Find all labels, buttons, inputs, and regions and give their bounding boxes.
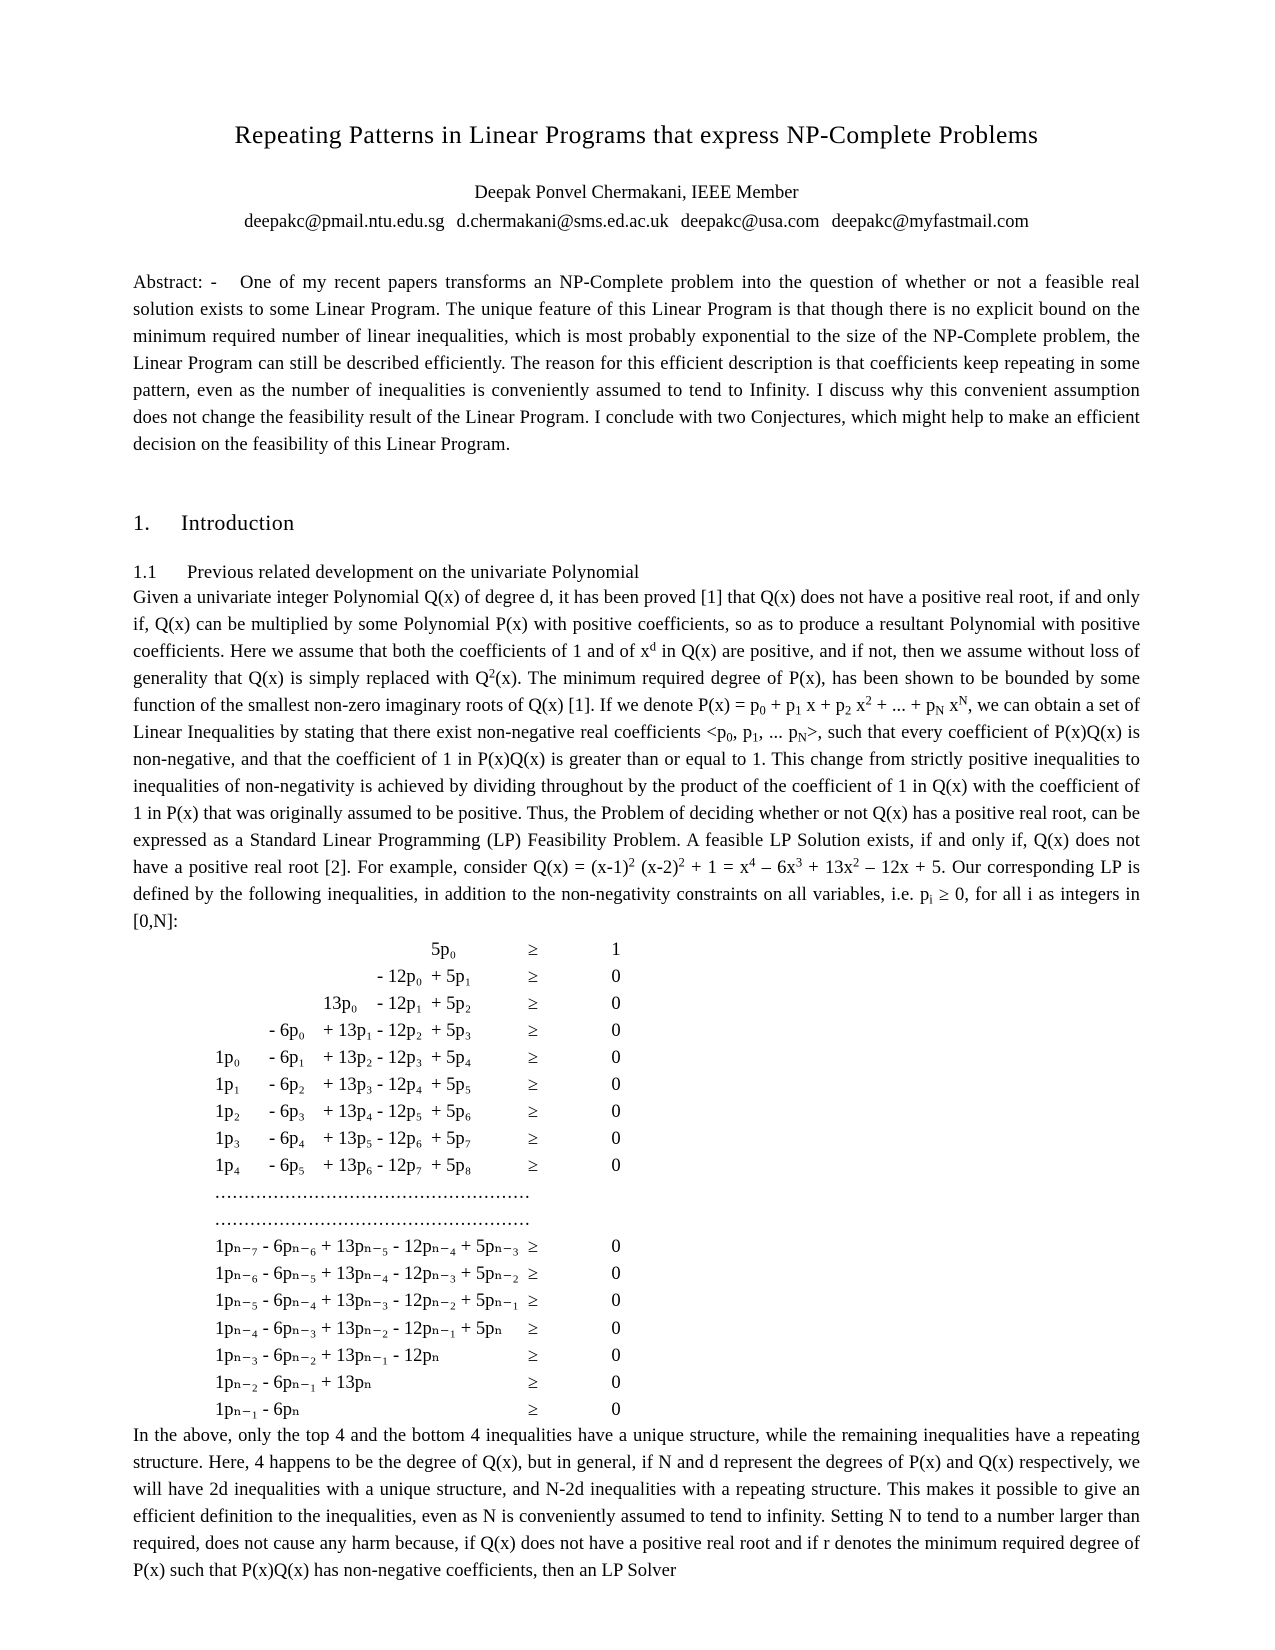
- inequality-term: + 13p₂: [323, 1046, 373, 1068]
- inequality-row: [133, 1315, 1140, 1342]
- inequality-row: [133, 1098, 1140, 1125]
- inequality-lhs: [133, 963, 485, 990]
- author-line: Deepak Ponvel Chermakani, IEEE Member: [474, 182, 799, 203]
- abstract-label: Abstract: -: [133, 271, 218, 293]
- inequality-term: + 5p₁: [431, 965, 472, 987]
- email-2: d.chermakani@sms.ed.ac.uk: [456, 211, 669, 232]
- inequality-rhs: 0: [611, 1127, 621, 1149]
- superscript-ex3: 4: [749, 855, 756, 870]
- inequality-term: + 5p₇: [431, 1127, 472, 1149]
- superscript-2: 2: [488, 666, 496, 681]
- subscript-Nb: N: [797, 730, 807, 745]
- inequality-term: - 6p₃: [269, 1100, 305, 1122]
- ellipsis-row: ......................................................: [215, 1209, 531, 1231]
- inequality-lhs: [133, 1071, 485, 1098]
- inequality-rhs: 0: [611, 1100, 621, 1122]
- closing-paragraph: In the above, only the top 4 and the bottom 4 inequalities have a unique structure, while the remaining inequalities have a repeating structure. Here, 4 happens to be the degree of Q(x), but in general, if N and d represent the degrees of P(x) and Q(x) respectively, we will have 2d inequalities with a unique structure, and N-2d inequalities with a repeating structure. This makes it possible to give an efficient definition to the inequalities, even as N is conveniently assumed to tend to infinity. Setting N to tend to a number larger than required, does not cause any harm because, if Q(x) does not have a positive real root and if r denotes the minimum required degree of P(x) such that P(x)Q(x) has non-negative coefficients, then an LP Solver: [133, 1424, 1140, 1581]
- abstract-body: One of my recent papers transforms an NP-Complete problem into the question of whether or not a feasible real solution exists to some Linear Program. The unique feature of this Linear Program is that though there is no explicit bound on the minimum required number of linear inequalities, which is most probably exponential to the size of the NP-Complete problem, the Linear Program can still be described efficiently. The reason for this efficient description is that coefficients keep repeating in some pattern, even as the number of inequalities is conveniently assumed to tend to Infinity. I discuss why this convenient assumption does not change the feasibility result of the Linear Program. I conclude with two Conjectures, which might help to make an efficient decision on the feasibility of this Linear Program.: [133, 271, 1140, 455]
- inequality-term: - 12p₆: [377, 1127, 423, 1149]
- inequality-term: [215, 936, 269, 963]
- inequality-term: + 5p₄: [431, 1046, 472, 1068]
- email-1: deepakc@pmail.ntu.edu.sg: [244, 211, 445, 232]
- inequality-term: 1p₃: [215, 1127, 241, 1149]
- text-run: (x). The minimum required degree of P(x), has been shown to be bounded by some function of the smallest non-zero imaginary roots of Q(x) [1]. If we denote P(x) = p: [133, 667, 1141, 716]
- inequality-relation: ≥: [527, 992, 539, 1014]
- inequality-row: [133, 1233, 1140, 1260]
- page-title: Repeating Patterns in Linear Programs that express NP-Complete Problems: [234, 120, 1039, 149]
- intro-paragraph: [133, 585, 1140, 936]
- inequality-term: 1p₀: [215, 1046, 241, 1068]
- inequality-term: - 6p₅: [269, 1155, 305, 1177]
- inequality-term: + 5p₃: [431, 1019, 472, 1041]
- inequality-row: [133, 963, 1140, 990]
- inequality-row: [133, 1287, 1140, 1314]
- inequality-term: [269, 963, 323, 990]
- inequality-term: + 5p₈: [431, 1155, 472, 1177]
- email-3: deepakc@usa.com: [680, 211, 820, 232]
- inequality-term: [269, 990, 323, 1017]
- inequality-row: [133, 1260, 1140, 1287]
- inequality-term: + 5p₂: [431, 992, 472, 1014]
- text-run: x: [944, 694, 959, 716]
- superscript-ex4: 3: [795, 855, 803, 870]
- inequality-relation: ≥: [527, 1127, 539, 1149]
- inequality-lhs: 1pₙ₋₁ - 6pₙ: [215, 1398, 301, 1420]
- inequality-lhs: [133, 936, 485, 963]
- email-4: deepakc@myfastmail.com: [831, 211, 1029, 232]
- section-title: Introduction: [181, 509, 295, 535]
- inequality-relation: ≥: [527, 1290, 539, 1312]
- subscript-i: i: [929, 892, 933, 907]
- inequality-row: [133, 936, 1140, 963]
- text-run: – 6x: [755, 856, 796, 878]
- inequality-term: 1p₁: [215, 1073, 241, 1095]
- inequality-relation: ≥: [527, 1317, 539, 1339]
- inequality-term: - 12p₇: [377, 1155, 423, 1177]
- inequality-relation: ≥: [527, 1236, 539, 1258]
- inequality-row: [133, 990, 1140, 1017]
- inequality-term: - 12p₁: [377, 992, 423, 1014]
- subsection-title: Previous related development on the univariate Polynomial: [187, 561, 640, 583]
- inequality-term: 5p₀: [431, 938, 457, 960]
- inequality-relation: ≥: [527, 1019, 539, 1041]
- inequality-term: [215, 990, 269, 1017]
- subsection-number: 1.1: [133, 561, 157, 583]
- inequality-row: [133, 1396, 1140, 1423]
- inequality-term: 13p₀: [323, 992, 358, 1014]
- abstract-paragraph: [133, 269, 1140, 458]
- text-run: Given a univariate integer Polynomial Q(x) of degree d, it has been proved [1] that Q(x) does not have a positive real root, if and only if, Q(x) can be multiplied by some Polynomial P(x) with positive coefficients, so as to produce a resultant Polynomial with positive coefficients. Here we assume that both the coefficients of 1 and of x: [133, 586, 1140, 662]
- inequality-lhs: [133, 1044, 485, 1071]
- inequality-term: [323, 963, 377, 990]
- inequality-row: [133, 1017, 1140, 1044]
- inequality-term: [377, 936, 431, 963]
- inequality-lhs: [133, 1152, 485, 1179]
- section-heading-introduction: [133, 510, 1140, 536]
- inequality-relation: ≥: [527, 1263, 539, 1285]
- inequality-relation: ≥: [527, 1371, 539, 1393]
- inequality-term: 1p₂: [215, 1100, 241, 1122]
- inequality-rhs: 0: [611, 1290, 621, 1312]
- inequality-term: - 12p₀: [377, 965, 423, 987]
- inequality-term: - 12p₂: [377, 1019, 423, 1041]
- superscript-ex1: 2: [628, 855, 635, 870]
- inequality-term: [323, 936, 377, 963]
- inequality-lhs: [133, 1017, 485, 1044]
- subscript-1b: 1: [752, 730, 759, 745]
- inequality-rhs: 0: [611, 1155, 621, 1177]
- inequality-block: [133, 936, 1140, 1423]
- inequality-term: [215, 1017, 269, 1044]
- inequality-term: - 12p₃: [377, 1046, 423, 1068]
- inequality-term: - 12p₅: [377, 1100, 423, 1122]
- inequality-rhs: 0: [611, 1073, 621, 1095]
- text-run: , p: [732, 721, 753, 743]
- inequality-relation: ≥: [527, 965, 539, 987]
- inequality-relation: ≥: [527, 1344, 539, 1366]
- text-run: + p: [765, 694, 796, 716]
- inequality-lhs: 1pₙ₋₃ - 6pₙ₋₂ + 13pₙ₋₁ - 12pₙ: [215, 1344, 440, 1366]
- inequality-rhs: 0: [611, 1019, 621, 1041]
- text-run: (x-2): [634, 856, 679, 878]
- text-run: x: [851, 694, 866, 716]
- text-run: ≥ 0, for all i as integers in [0,N]:: [133, 883, 1140, 932]
- inequality-rhs: 0: [611, 1398, 621, 1420]
- superscript-d: d: [649, 639, 657, 654]
- inequality-term: + 13p₅: [323, 1127, 373, 1149]
- inequality-term: + 13p₆: [323, 1155, 373, 1177]
- inequality-lhs: 1pₙ₋₅ - 6pₙ₋₄ + 13pₙ₋₃ - 12pₙ₋₂ + 5pₙ₋₁: [215, 1290, 519, 1312]
- subsection-heading-1-1: [133, 562, 1140, 584]
- superscript-ex2: 2: [678, 855, 685, 870]
- inequality-lhs: [133, 1098, 485, 1125]
- inequality-term: - 6p₀: [269, 1019, 305, 1041]
- inequality-row: [133, 1342, 1140, 1369]
- inequality-term: [269, 936, 323, 963]
- ellipsis-row: ......................................................: [215, 1182, 531, 1204]
- inequality-lhs: 1pₙ₋₇ - 6pₙ₋₆ + 13pₙ₋₅ - 12pₙ₋₄ + 5pₙ₋₃: [215, 1236, 519, 1258]
- text-run: – 12x + 5. Our corresponding LP is defined by the following inequalities, in addition to the non-negativity constraints on all variables, i.e. p: [133, 856, 1141, 905]
- inequality-rhs: 0: [611, 1046, 621, 1068]
- subscript-0b: 0: [726, 730, 733, 745]
- superscript-ex5: 2: [853, 855, 860, 870]
- inequality-lhs: 1pₙ₋₂ - 6pₙ₋₁ + 13pₙ: [215, 1371, 373, 1393]
- inequality-term: + 13p₃: [323, 1073, 373, 1095]
- inequality-term: [215, 963, 269, 990]
- text-run: , ... p: [758, 721, 798, 743]
- inequality-rhs: 0: [611, 1317, 621, 1339]
- text-run: x + p: [801, 694, 846, 716]
- inequality-relation: ≥: [527, 1398, 539, 1420]
- author-emails: [133, 210, 1140, 235]
- inequality-rhs: 0: [611, 1263, 621, 1285]
- inequality-lhs: [133, 1125, 485, 1152]
- text-run: + ... + p: [871, 694, 936, 716]
- inequality-term: + 5p₆: [431, 1100, 472, 1122]
- inequality-term: + 5p₅: [431, 1073, 472, 1095]
- subscript-2: 2: [845, 703, 852, 718]
- text-run: + 13x: [802, 856, 854, 878]
- inequality-rhs: 0: [611, 965, 621, 987]
- inequality-relation: ≥: [527, 1073, 539, 1095]
- inequality-lhs: 1pₙ₋₆ - 6pₙ₋₅ + 13pₙ₋₄ - 12pₙ₋₃ + 5pₙ₋₂: [215, 1263, 519, 1285]
- inequality-row: [133, 1125, 1140, 1152]
- inequality-row: [133, 1044, 1140, 1071]
- inequality-lhs: 1pₙ₋₄ - 6pₙ₋₃ + 13pₙ₋₂ - 12pₙ₋₁ + 5pₙ: [215, 1317, 503, 1339]
- inequality-rhs: 0: [611, 1236, 621, 1258]
- inequality-row: [133, 1369, 1140, 1396]
- inequality-rhs: 1: [611, 938, 621, 960]
- subscript-1: 1: [795, 703, 802, 718]
- inequality-term: - 6p₁: [269, 1046, 305, 1068]
- inequality-term: + 13p₄: [323, 1100, 373, 1122]
- inequality-lhs: [133, 990, 485, 1017]
- text-run: >, such that every coefficient of P(x)Q(x) is non-negative, and that the coefficient of 1 in P(x)Q(x) is greater than or equal to 1. This change from strictly positive inequalities to inequalities of non-negativity is achieved by dividing throughout by the product of the coefficient of 1 in Q(x) with the coefficient of 1 in P(x) that was originally assumed to be positive. Thus, the Problem of deciding whether or not Q(x) has a positive real root, can be expressed as a Standard Linear Programming (LP) Feasibility Problem. A feasible LP Solution exists, if and only if, Q(x) does not have a positive real root [2]. For example, consider Q(x) = (x-1): [133, 721, 1140, 878]
- subscript-N: N: [935, 703, 945, 718]
- text-run: in Q(x) are positive, and if not, then we assume without loss of generality that Q(x) is simply replaced with Q: [133, 640, 1140, 689]
- inequality-relation: ≥: [527, 1046, 539, 1068]
- section-number: 1.: [133, 509, 151, 535]
- inequality-row: [133, 1152, 1140, 1179]
- text-run: + 1 = x: [684, 856, 750, 878]
- superscript-2b: 2: [865, 693, 872, 708]
- superscript-N: N: [958, 693, 968, 708]
- inequality-term: - 6p₄: [269, 1127, 305, 1149]
- inequality-term: 1p₄: [215, 1155, 241, 1177]
- inequality-term: - 6p₂: [269, 1073, 305, 1095]
- text-run: , we can obtain a set of Linear Inequalities by stating that there exist non-negative real coefficients <p: [133, 694, 1140, 743]
- inequality-relation: ≥: [527, 1155, 539, 1177]
- inequality-term: + 13p₁: [323, 1019, 373, 1041]
- subscript-0: 0: [759, 703, 766, 718]
- inequality-relation: ≥: [527, 1100, 539, 1122]
- inequality-term: - 12p₄: [377, 1073, 423, 1095]
- inequality-rhs: 0: [611, 1344, 621, 1366]
- inequality-row: [133, 1071, 1140, 1098]
- inequality-relation: ≥: [527, 938, 539, 960]
- inequality-rhs: 0: [611, 1371, 621, 1393]
- inequality-rhs: 0: [611, 992, 621, 1014]
